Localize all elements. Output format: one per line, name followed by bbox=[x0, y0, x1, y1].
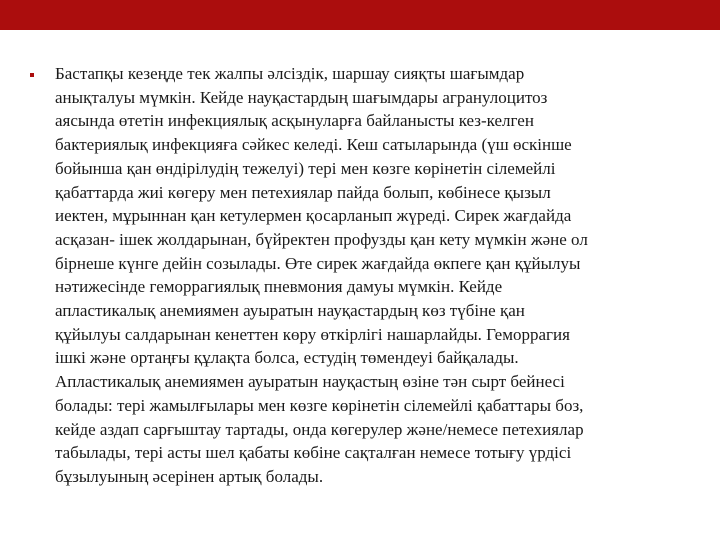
text-line: бірнеше күнге дейін созылады. Өте сирек жағдайда өкпеге қан құйылуы bbox=[55, 253, 581, 273]
slide-content bbox=[30, 62, 690, 489]
text-line: болады: тері жамылғылары мен көзге көрінетін сілемейлі қабаттары боз, bbox=[55, 395, 584, 415]
text-line: нәтижесінде геморрагиялық пневмония дамуы мүмкін. Кейде bbox=[55, 277, 503, 297]
text-line: бактериялық инфекцияға сәйкес келеді. Кеш сатыларында (үш өскінше bbox=[55, 135, 572, 155]
body-paragraph bbox=[55, 62, 690, 489]
text-line: қабаттарда жиі көгеру мен петехиялар пайда болып, көбінесе қызыл bbox=[55, 182, 551, 202]
bullet-item bbox=[30, 62, 690, 489]
text-line: иектен, мұрыннан қан кетулермен қосарланып жүреді. Сирек жағдайда bbox=[55, 206, 572, 226]
header-bar bbox=[0, 0, 720, 30]
text-line: Бастапқы кезеңде тек жалпы әлсіздік, шаршау сияқты шағымдар bbox=[55, 64, 525, 83]
text-line: Апластикалық анемиямен ауыратын науқастың өзіне тән сырт бейнесі bbox=[55, 372, 565, 392]
text-line: асқазан- ішек жолдарынан, бүйректен профузды қан кету мүмкін және ол bbox=[55, 229, 588, 249]
text-line: анықталуы мүмкін. Кейде науқастардың шағымдары агранулоцитоз bbox=[55, 87, 548, 107]
text-line: аясында өтетін инфекциялық асқынуларға байланысты кез-келген bbox=[55, 111, 534, 131]
text-line: құйылуы салдарынан кенеттен көру өткірлігі нашарлайды. Геморрагия bbox=[55, 324, 570, 344]
text-line: кейде аздап сарғыштау тартады, онда көгерулер және/немесе петехиялар bbox=[55, 419, 584, 439]
text-line: ішкі және ортаңғы құлақта болса, естудің төмендеуі байқалады. bbox=[55, 348, 519, 368]
text-line: апластикалық анемиямен ауыратын науқастардың көз түбіне қан bbox=[55, 301, 525, 321]
text-line: бұзылуының әсерінен артық болады. bbox=[55, 466, 324, 486]
text-line: бойынша қан өндірілудің тежелуі) тері мен көзге көрінетін сілемейлі bbox=[55, 158, 556, 178]
text-line: табылады, тері асты шел қабаты көбіне сақталған немесе тотығу үрдісі bbox=[55, 443, 572, 463]
bullet-icon bbox=[30, 73, 34, 77]
